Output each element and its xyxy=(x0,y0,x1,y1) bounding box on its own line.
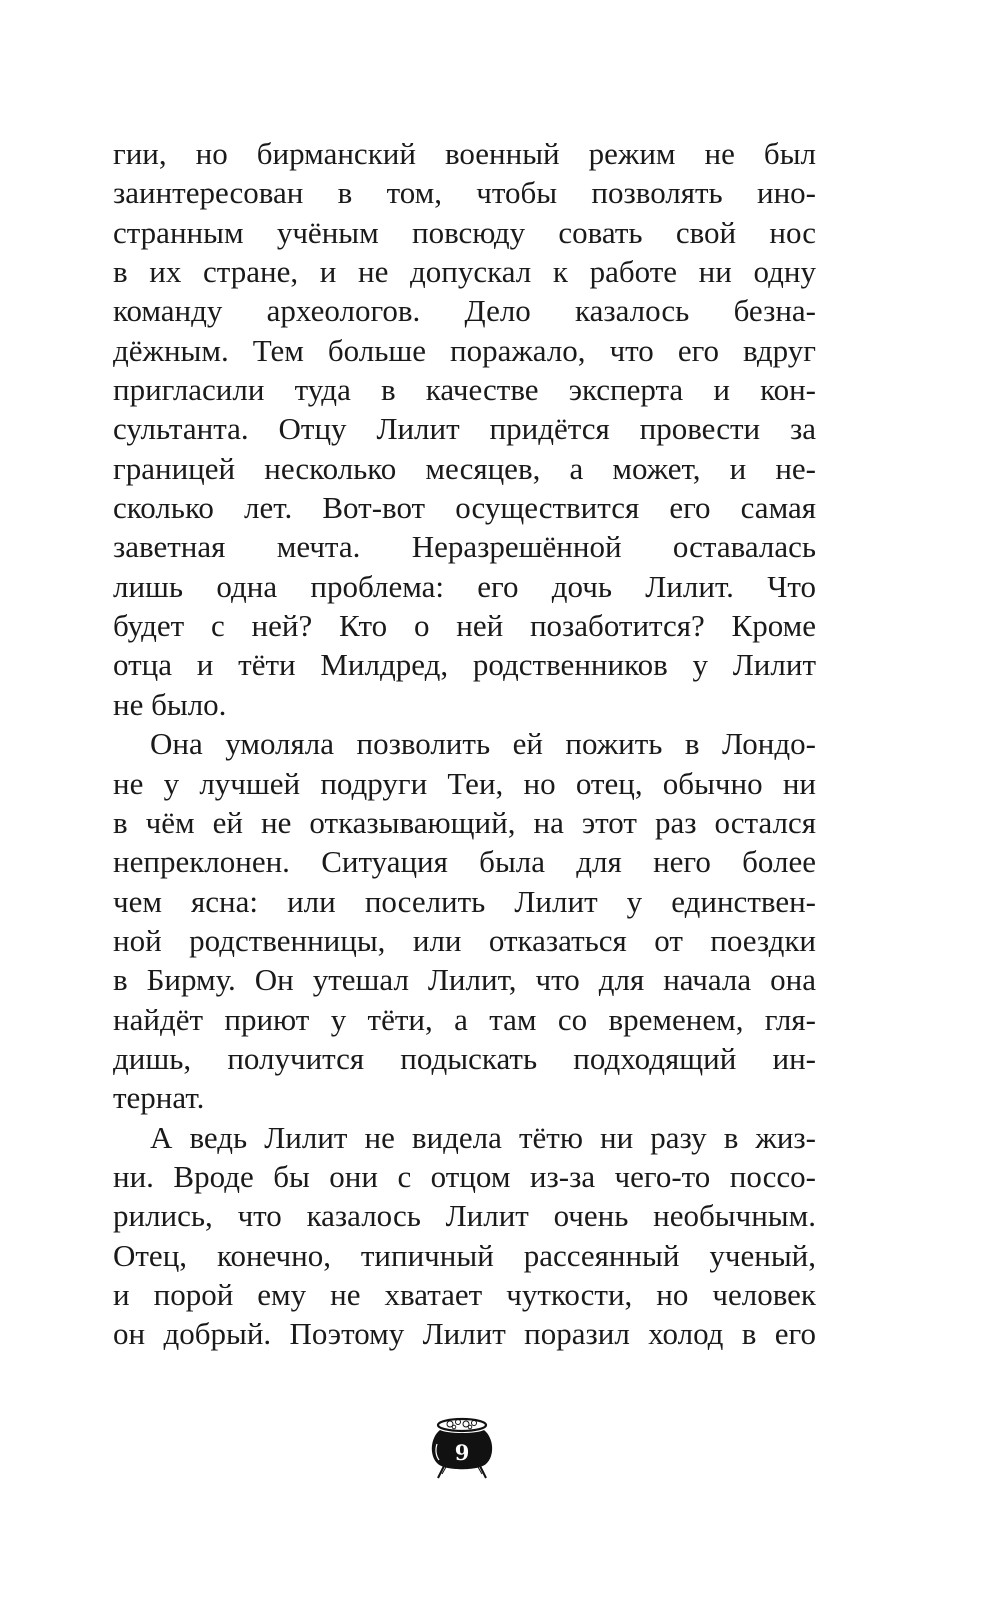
text-line: непреклонен. Ситуация была для него более xyxy=(113,844,816,880)
paragraph-3 xyxy=(113,1118,816,1354)
text-line: заветная мечта. Неразрешённой оставалась xyxy=(113,529,816,565)
text-line: в их стране, и не допускал к работе ни одну xyxy=(113,254,816,290)
text-line: в Бирму. Он утешал Лилит, что для начала она xyxy=(113,962,816,998)
text-line: не у лучшей подруги Теи, но отец, обычно ни xyxy=(113,765,816,801)
text-line: тернат. xyxy=(113,1080,205,1116)
text-line: Она умоляла позволить ей пожить в Лондо- xyxy=(150,726,816,762)
text-line: будет с ней? Кто о ней позаботится? Кроме xyxy=(113,608,816,644)
text-line: ни. Вроде бы они с отцом из-за чего-то поссо- xyxy=(113,1158,816,1194)
text-line: ной родственницы, или отказаться от поездки xyxy=(113,922,816,958)
text-line: сультанта. Отцу Лилит придётся провести за xyxy=(113,411,816,447)
text-line: дишь, получится подыскать подходящий ин- xyxy=(113,1040,816,1076)
page-number-folio xyxy=(428,1416,498,1482)
text-line: не было. xyxy=(113,686,227,722)
text-line: отца и тёти Милдред, родственников у Лилит xyxy=(113,647,816,683)
body-text xyxy=(113,134,816,1354)
text-line: в чём ей не отказывающий, на этот раз остался xyxy=(113,804,816,840)
text-line: и порой ему не хватает чуткости, но человек xyxy=(113,1276,816,1312)
text-line: заинтересован в том, чтобы позволять ино- xyxy=(113,175,816,211)
text-line: команду археологов. Дело казалось безна- xyxy=(113,293,816,329)
text-line: границей несколько месяцев, а может, и не- xyxy=(113,450,816,486)
text-line: Отец, конечно, типичный рассеянный ученый, xyxy=(113,1237,816,1273)
text-line: рились, что казалось Лилит очень необычным. xyxy=(113,1198,816,1234)
text-line: он добрый. Поэтому Лилит поразил холод в его xyxy=(113,1316,816,1352)
text-line: А ведь Лилит не видела тётю ни разу в жиз- xyxy=(150,1119,816,1155)
text-line: сколько лет. Вот-вот осуществится его самая xyxy=(113,490,816,526)
text-line: странным учёным повсюду совать свой нос xyxy=(113,214,816,250)
text-line: найдёт приют у тёти, а там со временем, гля- xyxy=(113,1001,816,1037)
text-line: дёжным. Тем больше поражало, что его вдруг xyxy=(113,332,816,368)
text-line: лишь одна проблема: его дочь Лилит. Что xyxy=(113,568,816,604)
text-line: чем ясна: или поселить Лилит у единствен- xyxy=(113,883,816,919)
text-line: гии, но бирманский военный режим не был xyxy=(113,136,816,171)
text-line: пригласили туда в качестве эксперта и кон- xyxy=(113,372,816,408)
page-number: 9 xyxy=(454,1440,470,1465)
paragraph-2 xyxy=(113,724,816,1117)
paragraph-1 xyxy=(113,134,816,724)
